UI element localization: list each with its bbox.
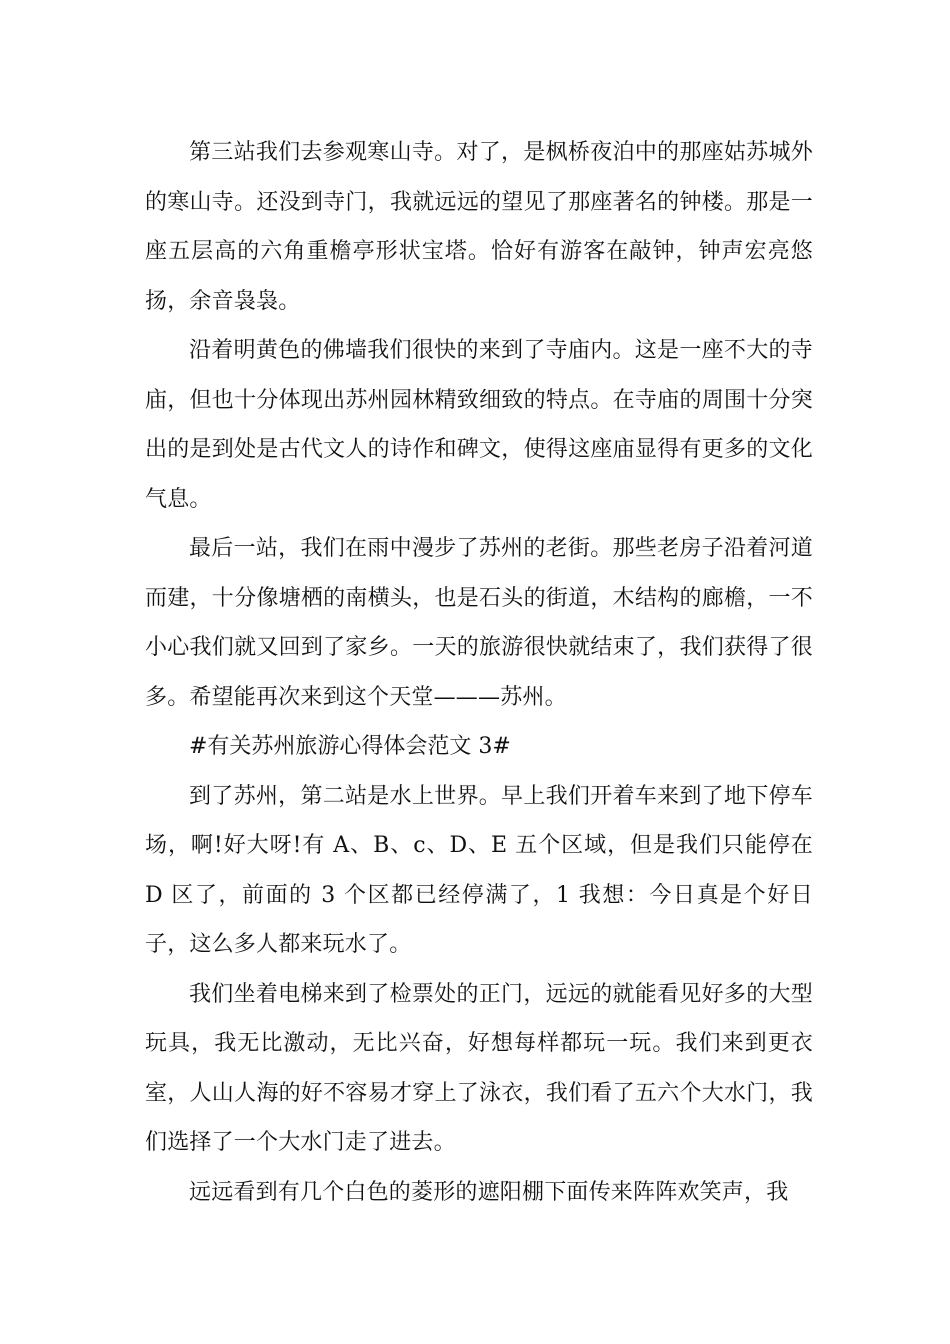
paragraph-old-street: 最后一站，我们在雨中漫步了苏州的老街。那些老房子沿着河道而建，十分像塘栖的南横头，也是石头的街道，木结构的廊檐，一不小心我们就又回到了家乡。一天的旅游很快就结束了，我们获得了很多。希望能再次来到这个天堂———苏州。 [145,536,813,710]
document-body [145,128,813,1217]
section-heading: #有关苏州旅游心得体会范文 3# [189,734,511,759]
paragraph-ticket-gate: 我们坐着电梯来到了检票处的正门，远远的就能看见好多的大型玩具，我无比激动，无比兴奋，好想每样都玩一玩。我们来到更衣室，人山人海的好不容易才穿上了泳衣，我们看了五六个大水门，我们选择了一个大水门走了进去。 [145,981,813,1155]
paragraph-sunshade: 远远看到有几个白色的菱形的遮阳棚下面传来阵阵欢笑声，我 [189,1179,789,1205]
paragraph-water-world: 到了苏州，第二站是水上世界。早上我们开着车来到了地下停车场，啊!好大呀!有 A、B、c、D、E 五个区域，但是我们只能停在 D 区了，前面的 3 个区都已经停满了，1 我想：今日真是个好日子，这么多人都来玩水了。 [145,783,813,957]
paragraph-temple-interior: 沿着明黄色的佛墙我们很快的来到了寺庙内。这是一座不大的寺庙，但也十分体现出苏州园林精致细致的特点。在寺庙的周围十分突出的是到处是古代文人的诗作和碑文，使得这座庙显得有更多的文化气息。 [145,338,813,512]
paragraph-hanshan-temple: 第三站我们去参观寒山寺。对了，是枫桥夜泊中的那座姑苏城外的寒山寺。还没到寺门，我就远远的望见了那座著名的钟楼。那是一座五层高的六角重檐亭形状宝塔。恰好有游客在敲钟，钟声宏亮悠扬，余音袅袅。 [145,140,813,314]
